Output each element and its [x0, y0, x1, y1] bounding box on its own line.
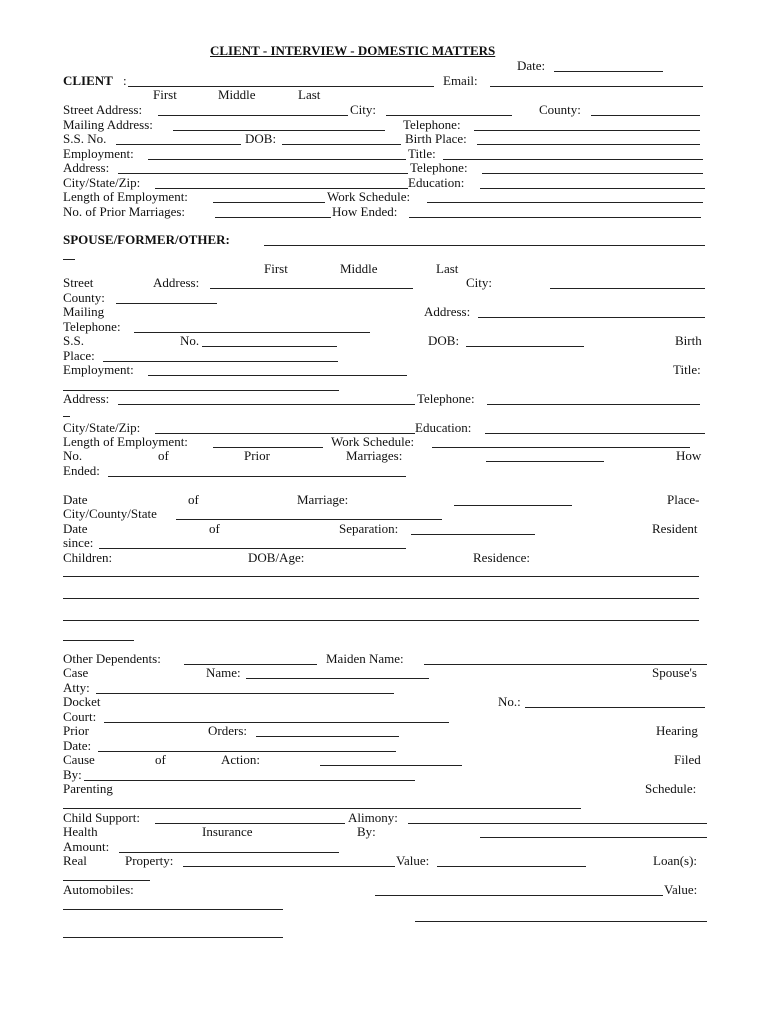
marriage-city-county-state-label: City/County/State	[63, 506, 157, 521]
court-label: Court:	[63, 709, 97, 724]
spouse-birth-place-field[interactable]	[103, 361, 338, 362]
children-residence-label: Residence:	[473, 550, 531, 565]
children-label: Children:	[63, 550, 113, 565]
spouse-title-label: Title:	[673, 362, 701, 377]
spouse-ss-label: S.S.	[63, 333, 84, 348]
case-name-label: Name:	[206, 665, 241, 680]
spouse-telephone2-field-cont[interactable]	[63, 416, 70, 417]
amount-label: Amount:	[63, 839, 110, 854]
loans-label: Loan(s):	[653, 853, 698, 868]
loans-field[interactable]	[63, 880, 150, 881]
spouse-birth-label: Birth	[675, 333, 702, 348]
cause-label: Cause	[63, 752, 95, 767]
client-middle-label: Middle	[218, 87, 256, 102]
spouse-no2-label: No.	[63, 448, 83, 463]
marriage-of-label: of	[188, 492, 199, 507]
client-ssn-label: S.S. No.	[63, 131, 107, 146]
client-telephone-label: Telephone:	[403, 117, 461, 132]
separation-label: Separation:	[339, 521, 399, 536]
spouse-address-field[interactable]	[118, 404, 415, 405]
spouses-atty-field[interactable]	[96, 693, 394, 694]
client-city-field[interactable]	[386, 115, 512, 116]
spouse-city-state-zip-label: City/State/Zip:	[63, 420, 141, 435]
children-line-3[interactable]	[63, 620, 699, 621]
spouse-first-label: First	[264, 261, 288, 276]
parenting-schedule-field[interactable]	[63, 808, 581, 809]
docket-label: Docket	[63, 694, 101, 709]
marriage-date-label: Date	[63, 492, 88, 507]
spouse-education-field[interactable]	[485, 433, 705, 434]
date-field[interactable]	[554, 71, 663, 72]
insurance-by-field[interactable]	[480, 837, 707, 838]
spouse-address3-label: Address:	[63, 391, 110, 406]
client-dob-label: DOB:	[245, 131, 277, 146]
other-dependents-field[interactable]	[184, 664, 317, 665]
client-length-employment-field[interactable]	[213, 202, 325, 203]
spouse-work-schedule-label: Work Schedule:	[331, 434, 415, 449]
spouse-telephone-label: Telephone:	[63, 319, 121, 334]
marriage-marriage-label: Marriage:	[297, 492, 349, 507]
client-address-label: Address:	[63, 160, 110, 175]
parenting-label: Parenting	[63, 781, 113, 796]
client-colon: :	[123, 73, 127, 88]
child-support-label: Child Support:	[63, 810, 140, 825]
spouse-how-label: How	[676, 448, 702, 463]
spouse-telephone2-field[interactable]	[487, 404, 700, 405]
real-label: Real	[63, 853, 87, 868]
spouse-ssn-field[interactable]	[202, 346, 337, 347]
property-value-label: Value:	[396, 853, 430, 868]
client-county-field[interactable]	[591, 115, 700, 116]
client-email-field[interactable]	[490, 86, 703, 87]
date-label: Date:	[517, 58, 546, 73]
prior-label: Prior	[63, 723, 89, 738]
client-work-schedule-label: Work Schedule:	[327, 189, 411, 204]
spouse-prior-label: Prior	[244, 448, 270, 463]
client-dob-field[interactable]	[282, 144, 401, 145]
hearing-date-label: Date:	[63, 738, 92, 753]
client-prior-marriages-label: No. of Prior Marriages:	[63, 204, 186, 219]
client-employment-field[interactable]	[148, 159, 406, 160]
spouse-middle-label: Middle	[340, 261, 378, 276]
automobiles-line-3[interactable]	[63, 937, 283, 938]
case-label: Case	[63, 665, 89, 680]
spouse-city-label: City:	[466, 275, 493, 290]
spouse-county-field[interactable]	[116, 303, 217, 304]
real-property-field[interactable]	[183, 866, 395, 867]
client-title-field[interactable]	[443, 159, 703, 160]
spouse-county-label: County:	[63, 290, 105, 305]
health-label: Health	[63, 824, 98, 839]
spouses-label: Spouse's	[652, 665, 697, 680]
automobiles-value-label: Value:	[664, 882, 698, 897]
separation-date-label: Date	[63, 521, 88, 536]
insurance-by-label: By:	[357, 824, 376, 839]
resident-label: Resident	[652, 521, 698, 536]
client-county-label: County:	[539, 102, 581, 117]
children-dob-age-label: DOB/Age:	[248, 550, 305, 565]
client-last-label: Last	[298, 87, 321, 102]
client-birth-place-label: Birth Place:	[405, 131, 467, 146]
client-title-label: Title:	[408, 146, 436, 161]
court-field[interactable]	[104, 722, 449, 723]
automobiles-line-2[interactable]	[63, 909, 283, 910]
filed-by-field[interactable]	[84, 780, 415, 781]
resident-since-field[interactable]	[99, 548, 406, 549]
spouse-street-address-field[interactable]	[210, 288, 413, 289]
client-education-field[interactable]	[480, 188, 705, 189]
spouse-employment-label: Employment:	[63, 362, 134, 377]
client-telephone2-field[interactable]	[482, 173, 703, 174]
form-title: CLIENT - INTERVIEW - DOMESTIC MATTERS	[210, 43, 496, 58]
spouse-work-schedule-field[interactable]	[432, 447, 690, 448]
property-label: Property:	[125, 853, 174, 868]
case-name-field[interactable]	[246, 678, 429, 679]
children-line-2[interactable]	[63, 598, 699, 599]
spouse-mailing-label: Mailing	[63, 304, 105, 319]
resident-since-label: since:	[63, 535, 94, 550]
spouse-length-employment-label: Length of Employment:	[63, 434, 188, 449]
prior-orders-label: Orders:	[208, 723, 247, 738]
client-city-state-zip-label: City/State/Zip:	[63, 175, 141, 190]
client-city-label: City:	[350, 102, 377, 117]
automobiles-label: Automobiles:	[63, 882, 134, 897]
client-street-address-field[interactable]	[158, 115, 348, 116]
atty-label: Atty:	[63, 680, 90, 695]
marriage-place-field[interactable]	[176, 519, 442, 520]
spouse-name-field-cont[interactable]	[63, 259, 75, 260]
spouse-city-field[interactable]	[550, 288, 705, 289]
alimony-label: Alimony:	[348, 810, 398, 825]
marriage-place-label: Place-	[667, 492, 700, 507]
parenting-schedule-label: Schedule:	[645, 781, 697, 796]
spouse-dob-field[interactable]	[466, 346, 584, 347]
client-first-label: First	[153, 87, 177, 102]
spouse-no-label: No.	[180, 333, 200, 348]
spouse-telephone-field[interactable]	[134, 332, 370, 333]
hearing-label: Hearing	[656, 723, 698, 738]
spouse-ended-label: Ended:	[63, 463, 100, 478]
client-ssn-field[interactable]	[116, 144, 241, 145]
spouse-address2-label: Address:	[424, 304, 471, 319]
other-dependents-label: Other Dependents:	[63, 651, 161, 666]
property-value-field[interactable]	[437, 866, 586, 867]
insurance-label: Insurance	[202, 824, 253, 839]
client-how-ended-field[interactable]	[409, 217, 701, 218]
cause-of-label: of	[155, 752, 166, 767]
client-birth-place-field[interactable]	[477, 144, 700, 145]
spouse-street-label: Street	[63, 275, 94, 290]
cause-of-action-field[interactable]	[320, 765, 462, 766]
spouse-name-field[interactable]	[264, 245, 705, 246]
children-line-4[interactable]	[63, 640, 134, 641]
spouse-dob-label: DOB:	[428, 333, 460, 348]
spouse-mailing-address-field[interactable]	[478, 317, 705, 318]
spouse-how-ended-field[interactable]	[108, 476, 406, 477]
client-education-label: Education:	[408, 175, 465, 190]
client-length-employment-label: Length of Employment:	[63, 189, 188, 204]
spouse-prior-marriages-field[interactable]	[486, 461, 604, 462]
spouse-address-word-label: Address:	[153, 275, 200, 290]
spouse-marriages-label: Marriages:	[346, 448, 403, 463]
client-mailing-address-field[interactable]	[173, 130, 385, 131]
automobiles-field[interactable]	[375, 895, 663, 896]
client-telephone2-label: Telephone:	[410, 160, 468, 175]
spouse-employment-field[interactable]	[148, 375, 407, 376]
alimony-field[interactable]	[408, 823, 707, 824]
client-mailing-address-label: Mailing Address:	[63, 117, 153, 132]
spouse-place-label: Place:	[63, 348, 95, 363]
spouse-telephone2-label: Telephone:	[417, 391, 475, 406]
maiden-name-label: Maiden Name:	[326, 651, 404, 666]
client-telephone-field[interactable]	[474, 130, 700, 131]
client-heading: CLIENT	[63, 73, 113, 88]
docket-no-label: No.:	[498, 694, 521, 709]
children-line-1[interactable]	[63, 576, 699, 577]
spouse-education-label: Education:	[415, 420, 472, 435]
client-prior-marriages-field[interactable]	[215, 217, 331, 218]
client-work-schedule-field[interactable]	[427, 202, 703, 203]
client-employment-label: Employment:	[63, 146, 134, 161]
filed-by-label: By:	[63, 767, 82, 782]
separation-date-field[interactable]	[411, 534, 535, 535]
spouse-of-label: of	[158, 448, 169, 463]
client-how-ended-label: How Ended:	[332, 204, 398, 219]
filed-label: Filed	[674, 752, 701, 767]
marriage-date-field[interactable]	[454, 505, 572, 506]
spouse-heading: SPOUSE/FORMER/OTHER:	[63, 232, 230, 247]
client-street-address-label: Street Address:	[63, 102, 143, 117]
docket-no-field[interactable]	[525, 707, 705, 708]
separation-of-label: of	[209, 521, 220, 536]
cause-action-label: Action:	[221, 752, 260, 767]
client-address-field[interactable]	[118, 173, 408, 174]
client-email-label: Email:	[443, 73, 478, 88]
automobiles-value-line-2[interactable]	[415, 921, 707, 922]
spouse-last-label: Last	[436, 261, 459, 276]
prior-orders-field[interactable]	[256, 736, 399, 737]
